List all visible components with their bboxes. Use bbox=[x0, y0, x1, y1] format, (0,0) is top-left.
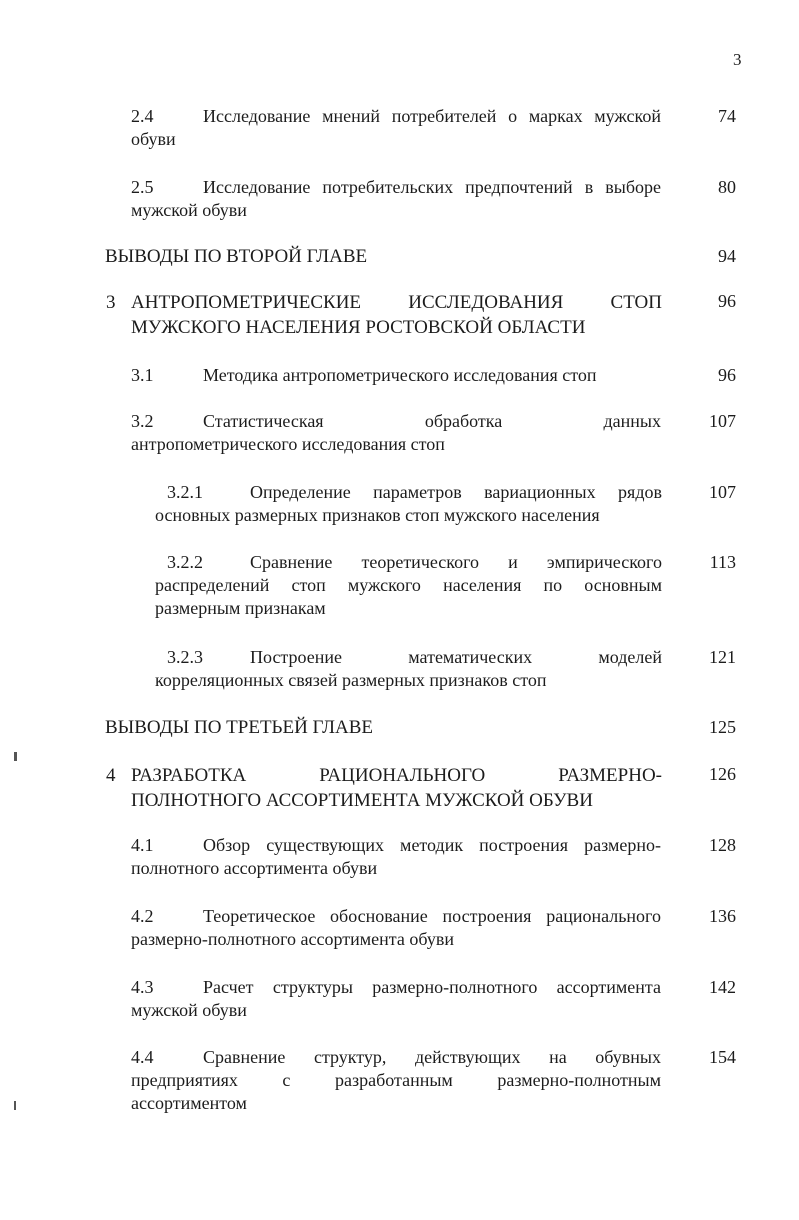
entry-number: 4.3 bbox=[131, 977, 154, 997]
entry-number: 4.4 bbox=[131, 1047, 154, 1067]
entry-number: 3.2.1 bbox=[167, 482, 203, 502]
entry-title-line1: Статистическая обработка данных bbox=[203, 411, 661, 431]
entry-page: 128 bbox=[709, 835, 736, 855]
entry-title-line2: мужской обуви bbox=[131, 1000, 247, 1020]
entry-number: 3.1 bbox=[131, 365, 154, 385]
entry-page: 121 bbox=[709, 647, 736, 667]
entry-title-line1: Исследование потребительских предпочтений в выборе bbox=[203, 177, 661, 197]
entry-title-line2: ПОЛНОТНОГО АССОРТИМЕНТА МУЖСКОЙ ОБУВИ bbox=[131, 790, 593, 811]
entry-number: 4 bbox=[106, 765, 116, 786]
entry-number: 4.2 bbox=[131, 906, 154, 926]
entry-title-line2: распределений стоп мужского населения по основным bbox=[155, 575, 662, 595]
page-number: 3 bbox=[733, 50, 742, 69]
entry-title-line1: Построение математических моделей bbox=[250, 647, 662, 667]
entry-title-line3: размерным признакам bbox=[155, 598, 326, 618]
entry-page: 96 bbox=[718, 291, 736, 311]
entry-number: 3 bbox=[106, 292, 116, 313]
entry-title-line2: полнотного ассортимента обуви bbox=[131, 858, 378, 878]
entry-title-line1: АНТРОПОМЕТРИЧЕСКИЕ ИССЛЕДОВАНИЯ СТОП bbox=[131, 292, 662, 313]
entry-page: 107 bbox=[709, 411, 736, 431]
entry-title-line3: ассортиментом bbox=[131, 1093, 247, 1113]
entry-title-line2: основных размерных признаков стоп мужского населения bbox=[155, 505, 600, 525]
entry-page: 80 bbox=[718, 177, 736, 197]
entry-page: 125 bbox=[709, 717, 736, 737]
entry-title-line2: предприятиях с разработанным размерно-полнотным bbox=[131, 1070, 661, 1090]
scan-speck bbox=[14, 752, 17, 761]
entry-number: 2.5 bbox=[131, 177, 154, 197]
entry-title-line2: размерно-полнотного ассортимента обуви bbox=[131, 929, 454, 949]
entry-title-line1: Определение параметров вариационных рядов bbox=[250, 482, 662, 502]
entry-page: 154 bbox=[709, 1047, 736, 1067]
entry-page: 74 bbox=[718, 106, 736, 126]
entry-title: ВЫВОДЫ ПО ТРЕТЬЕЙ ГЛАВЕ bbox=[105, 717, 373, 738]
entry-title-line2: мужской обуви bbox=[131, 200, 247, 220]
entry-title-line1: Теоретическое обоснование построения рационального bbox=[203, 906, 661, 926]
entry-page: 136 bbox=[709, 906, 736, 926]
entry-title-line1: РАЗРАБОТКА РАЦИОНАЛЬНОГО РАЗМЕРНО- bbox=[131, 765, 662, 786]
entry-title-line2: корреляционных связей размерных признаков стоп bbox=[155, 670, 547, 690]
entry-title-line1: Методика антропометрического исследования стоп bbox=[203, 365, 597, 385]
entry-page: 96 bbox=[718, 365, 736, 385]
entry-number: 2.4 bbox=[131, 106, 154, 126]
entry-page: 113 bbox=[709, 552, 736, 572]
entry-title: ВЫВОДЫ ПО ВТОРОЙ ГЛАВЕ bbox=[105, 246, 368, 267]
entry-title-line1: Сравнение структур, действующих на обувных bbox=[203, 1047, 661, 1067]
entry-title-line1: Сравнение теоретического и эмпирического bbox=[250, 552, 662, 572]
entry-title-line1: Исследование мнений потребителей о марках мужской bbox=[203, 106, 661, 126]
entry-title-line2: МУЖСКОГО НАСЕЛЕНИЯ РОСТОВСКОЙ ОБЛАСТИ bbox=[131, 317, 586, 338]
entry-title-line2: обуви bbox=[131, 129, 176, 149]
entry-page: 107 bbox=[709, 482, 736, 502]
entry-number: 4.1 bbox=[131, 835, 154, 855]
entry-number: 3.2 bbox=[131, 411, 154, 431]
entry-title-line2: антропометрического исследования стоп bbox=[131, 434, 445, 454]
scan-speck bbox=[14, 1101, 16, 1110]
entry-title-line1: Расчет структуры размерно-полнотного ассортимента bbox=[203, 977, 661, 997]
entry-page: 94 bbox=[718, 246, 736, 266]
entry-title-line1: Обзор существующих методик построения размерно- bbox=[203, 835, 661, 855]
entry-number: 3.2.3 bbox=[167, 647, 203, 667]
entry-number: 3.2.2 bbox=[167, 552, 203, 572]
entry-page: 126 bbox=[709, 764, 736, 784]
entry-page: 142 bbox=[709, 977, 736, 997]
